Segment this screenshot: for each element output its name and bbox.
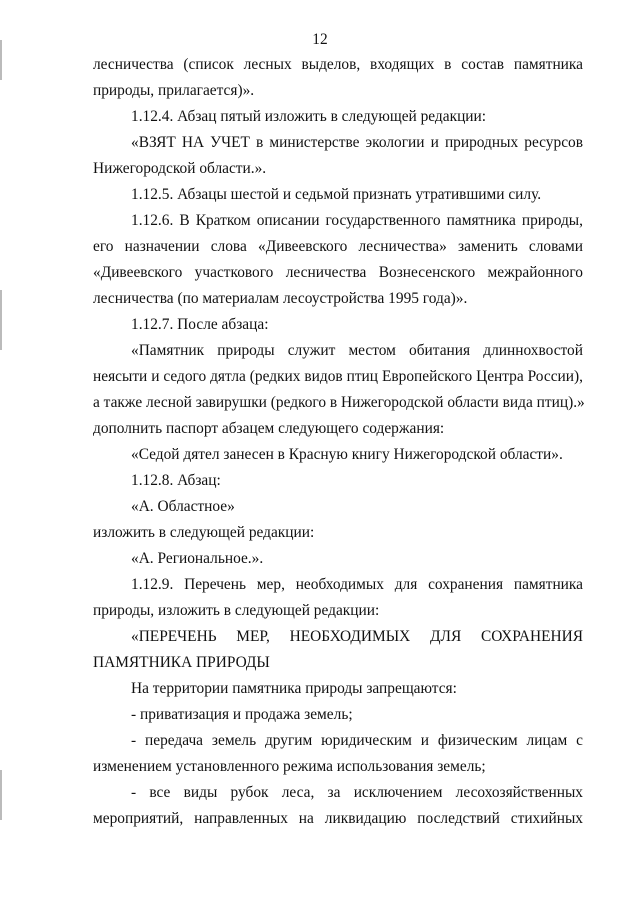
- text-line: 1.12.8. Абзац:: [131, 472, 221, 489]
- text-line: «Дивеевского участкового лесничества Вознесенского межрайонного: [93, 264, 583, 281]
- scan-edge-mark: [0, 290, 2, 350]
- text-line: - все виды рубок леса, за исключением лесохозяйственных: [131, 784, 583, 801]
- text-line: изложить в следующей редакции:: [93, 524, 315, 541]
- text-line: 1.12.4. Абзац пятый изложить в следующей редакции:: [131, 108, 487, 125]
- text-line: 1.12.6. В Кратком описании государственного памятника природы,: [131, 212, 583, 229]
- text-line: «Седой дятел занесен в Красную книгу Нижегородской области».: [131, 446, 563, 463]
- text-line: его назначении слова «Дивеевского лесничества» заменить словами: [93, 238, 583, 255]
- text-line: дополнить паспорт абзацем следующего содержания:: [93, 420, 445, 437]
- text-line: ПАМЯТНИКА ПРИРОДЫ: [93, 654, 270, 671]
- text-line: мероприятий, направленных на ликвидацию последствий стихийных: [93, 810, 583, 827]
- text-line: «ПЕРЕЧЕНЬ МЕР, НЕОБХОДИМЫХ ДЛЯ СОХРАНЕНИЯ: [131, 628, 583, 645]
- text-line: «Памятник природы служит местом обитания длиннохвостой: [131, 342, 583, 359]
- text-line: 1.12.7. После абзаца:: [131, 316, 269, 333]
- text-line: природы, прилагается)».: [93, 82, 255, 99]
- text-line: неясыти и седого дятла (редких видов птиц Европейского Центра России),: [93, 368, 583, 385]
- text-line: 1.12.5. Абзацы шестой и седьмой признать утратившими силу.: [131, 186, 542, 203]
- text-line: лесничества (по материалам лесоустройства 1995 года)».: [93, 290, 468, 307]
- text-line: - передача земель другим юридическим и физическим лицам с: [131, 732, 583, 749]
- text-line: изменением установленного режима использования земель;: [93, 758, 486, 775]
- page-number: 12: [312, 31, 328, 48]
- text-line: На территории памятника природы запрещаются:: [131, 680, 457, 697]
- text-line: а также лесной завирушки (редкого в Нижегородской области вида птиц).»: [93, 394, 585, 411]
- text-line: - приватизация и продажа земель;: [131, 706, 353, 723]
- text-line: Нижегородской области.».: [93, 160, 267, 177]
- text-line: «А. Областное»: [131, 498, 235, 515]
- scan-edge-mark: [0, 770, 2, 820]
- text-line: 1.12.9. Перечень мер, необходимых для сохранения памятника: [131, 576, 583, 593]
- text-line: природы, изложить в следующей редакции:: [93, 602, 380, 619]
- text-line: «ВЗЯТ НА УЧЕТ в министерстве экологии и природных ресурсов: [131, 134, 583, 151]
- text-line: лесничества (список лесных выделов, входящих в состав памятника: [93, 56, 583, 73]
- text-line: «А. Региональное.».: [131, 550, 264, 567]
